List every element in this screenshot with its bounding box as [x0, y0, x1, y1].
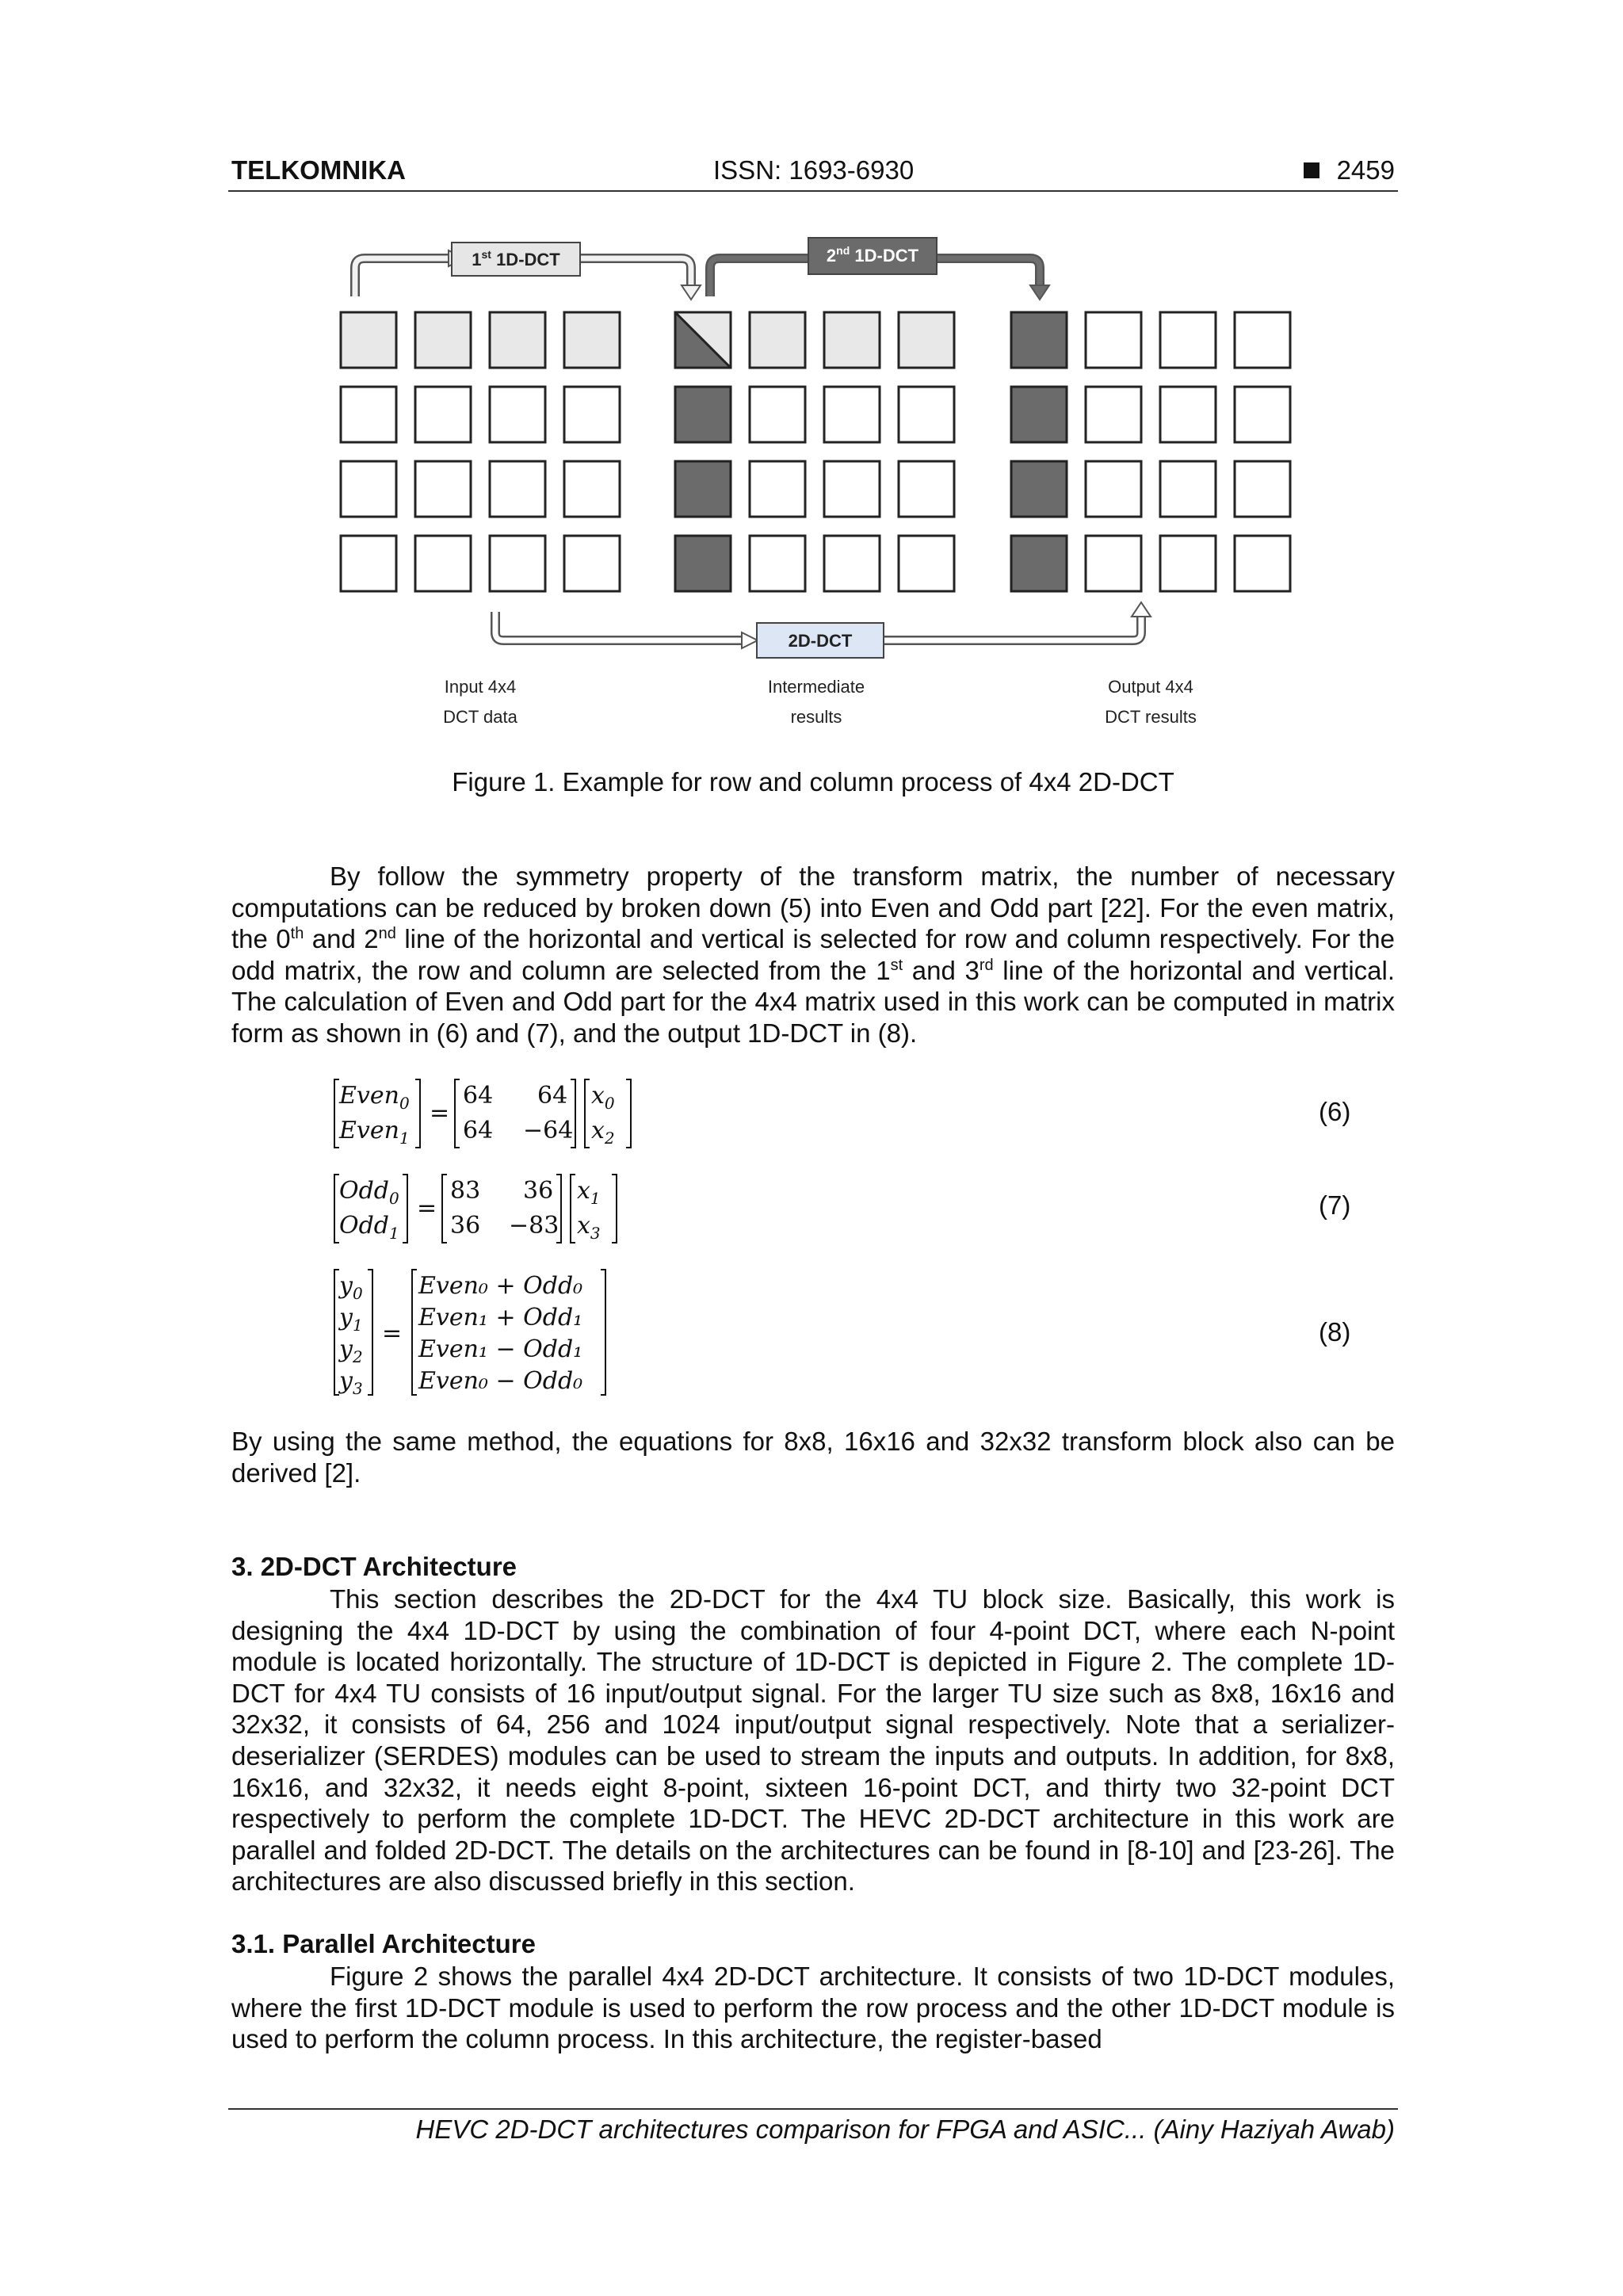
- figure-1-diagram: [333, 227, 1308, 742]
- svg-text:Even₀ − Odd₀: Even₀ − Odd₀: [418, 1367, 583, 1395]
- svg-text:64: 64: [463, 1117, 494, 1144]
- svg-text:64: 64: [463, 1082, 494, 1110]
- svg-text:y1: $y_1$: [339, 1304, 363, 1335]
- page-number-group: [1304, 155, 1395, 185]
- equation-8-number: (8): [1319, 1317, 1351, 1347]
- svg-text:y2: $y_2$: [339, 1335, 363, 1366]
- intermediate-label-line1: Intermediate: [767, 677, 865, 697]
- first-1d-dct-label: 1st 1D-DCT: [472, 248, 560, 269]
- input-grid: [341, 312, 620, 591]
- svg-text:y3: $y_3$: [339, 1367, 363, 1398]
- svg-text:36: 36: [450, 1212, 481, 1240]
- page-number: 2459: [1336, 155, 1395, 185]
- two-d-dct-label: 2D-DCT: [788, 631, 853, 651]
- equation-7-number: (7): [1319, 1190, 1351, 1220]
- equation-7: [333, 1170, 682, 1249]
- running-footer: HEVC 2D-DCT architectures comparison for FPGA and ASIC... (Ainy Haziyah Awab): [415, 2115, 1395, 2144]
- svg-text:=: =: [417, 1194, 437, 1222]
- journal-name: TELKOMNIKA: [231, 155, 406, 185]
- input-label-line1: Input 4x4: [444, 677, 517, 697]
- svg-text:x2: $x_2$: [591, 1117, 615, 1148]
- equation-6: [333, 1075, 682, 1154]
- svg-text:Even0: Even$_0$: [339, 1082, 410, 1113]
- svg-text:−83: −83: [509, 1212, 559, 1240]
- svg-text:x1: $x_1$: [577, 1177, 601, 1208]
- equation-6-number: (6): [1319, 1097, 1351, 1126]
- svg-text:Even₁ + Odd₁: Even₁ + Odd₁: [418, 1304, 583, 1331]
- svg-text:64: 64: [537, 1082, 568, 1110]
- svg-text:Even₀ + Odd₀: Even₀ + Odd₀: [418, 1272, 583, 1300]
- running-header: [231, 155, 1395, 190]
- second-1d-dct-label: 2nd 1D-DCT: [826, 244, 919, 266]
- intermediate-grid: [675, 312, 954, 591]
- svg-text:y0: $y_0$: [339, 1272, 363, 1303]
- two-d-arrow: [495, 612, 745, 640]
- first-1d-arrow: [355, 258, 452, 296]
- svg-text:Even₁ − Odd₁: Even₁ − Odd₁: [418, 1335, 583, 1363]
- svg-text:=: =: [382, 1320, 403, 1347]
- svg-text:Odd0: Odd$_0$: [339, 1177, 399, 1208]
- output-label-line1: Output 4x4: [1108, 677, 1193, 697]
- equation-8: [333, 1265, 682, 1400]
- svg-text:83: 83: [450, 1177, 481, 1205]
- svg-text:−64: −64: [523, 1117, 574, 1144]
- footer-divider: [228, 2108, 1398, 2110]
- output-label-line2: DCT results: [1105, 707, 1197, 727]
- output-grid: [1011, 312, 1290, 591]
- first-1d-arrow-right: [580, 258, 691, 287]
- section-3-1-body: Figure 2 shows the parallel 4x4 2D-DCT architecture. It consists of two 1D-DCT modules, where the first 1D-DCT module is used to perform the row process and the other 1D-DCT module is used to perform the column process. In this architecture, the register-based: [231, 1962, 1395, 2054]
- issn: ISSN: 1693-6930: [713, 155, 915, 185]
- header-divider: [228, 190, 1398, 192]
- svg-text:Odd1: Odd$_1$: [339, 1212, 399, 1243]
- svg-text:x0: $x_0$: [591, 1082, 615, 1113]
- paragraph-symmetry: By follow the symmetry property of the transform matrix, the number of necessary computations can be reduced by broken down (5) into Even and Odd part [22]. For the even matrix, the 0th and 2nd line of the horizontal and vertical is selected for row and column respectively. For the odd matrix, the row and column are selected from the 1st and 3rd line of the horizontal and vertical. The calculation of Even and Odd part for the 4x4 matrix used in this work can be computed in matrix form as shown in (6) and (7), and the output 1D-DCT in (8).: [231, 861, 1396, 1048]
- figure-1-caption: Figure 1. Example for row and column process of 4x4 2D-DCT: [452, 767, 1174, 797]
- svg-text:x3: $x_3$: [577, 1212, 601, 1243]
- section-3-heading: 3. 2D-DCT Architecture: [231, 1552, 517, 1581]
- section-3-1-heading: 3.1. Parallel Architecture: [231, 1929, 536, 1958]
- intermediate-label-line2: results: [790, 707, 842, 727]
- svg-text:36: 36: [523, 1177, 554, 1205]
- svg-text:=: =: [430, 1099, 450, 1127]
- square-bullet-icon: [1304, 162, 1319, 178]
- paragraph-same-method: By using the same method, the equations for 8x8, 16x16 and 32x32 transform block also can be derived [2].: [231, 1427, 1395, 1488]
- input-label-line2: DCT data: [443, 707, 517, 727]
- svg-text:Even1: Even$_1$: [339, 1117, 410, 1148]
- second-1d-arrow: [710, 258, 808, 296]
- section-3-body: This section describes the 2D-DCT for the 4x4 TU block size. Basically, this work is designing the 4x4 1D-DCT by using the combination of four 4-point DCT, where each N-point module is located horizontally. The structure of 1D-DCT is depicted in Figure 2. The complete 1D-DCT for 4x4 TU consists of 16 input/output signal. For the larger TU size such as 8x8, 16x16 and 32x32, it consists of 64, 256 and 1024 input/output signal respectively. Note that a serializer-deserializer (SERDES) modules can be used to stream the inputs and outputs. In addition, for 8x8, 16x16, and 32x32, it needs eight 8-point, sixteen 16-point DCT, and thirty two 32-point DCT respectively to perform the complete 1D-DCT. The HEVC 2D-DCT architecture in this work are parallel and folded 2D-DCT. The details on the architectures can be found in [8-10] and [23-26]. The architectures are also discussed briefly in this section.: [231, 1584, 1395, 1897]
